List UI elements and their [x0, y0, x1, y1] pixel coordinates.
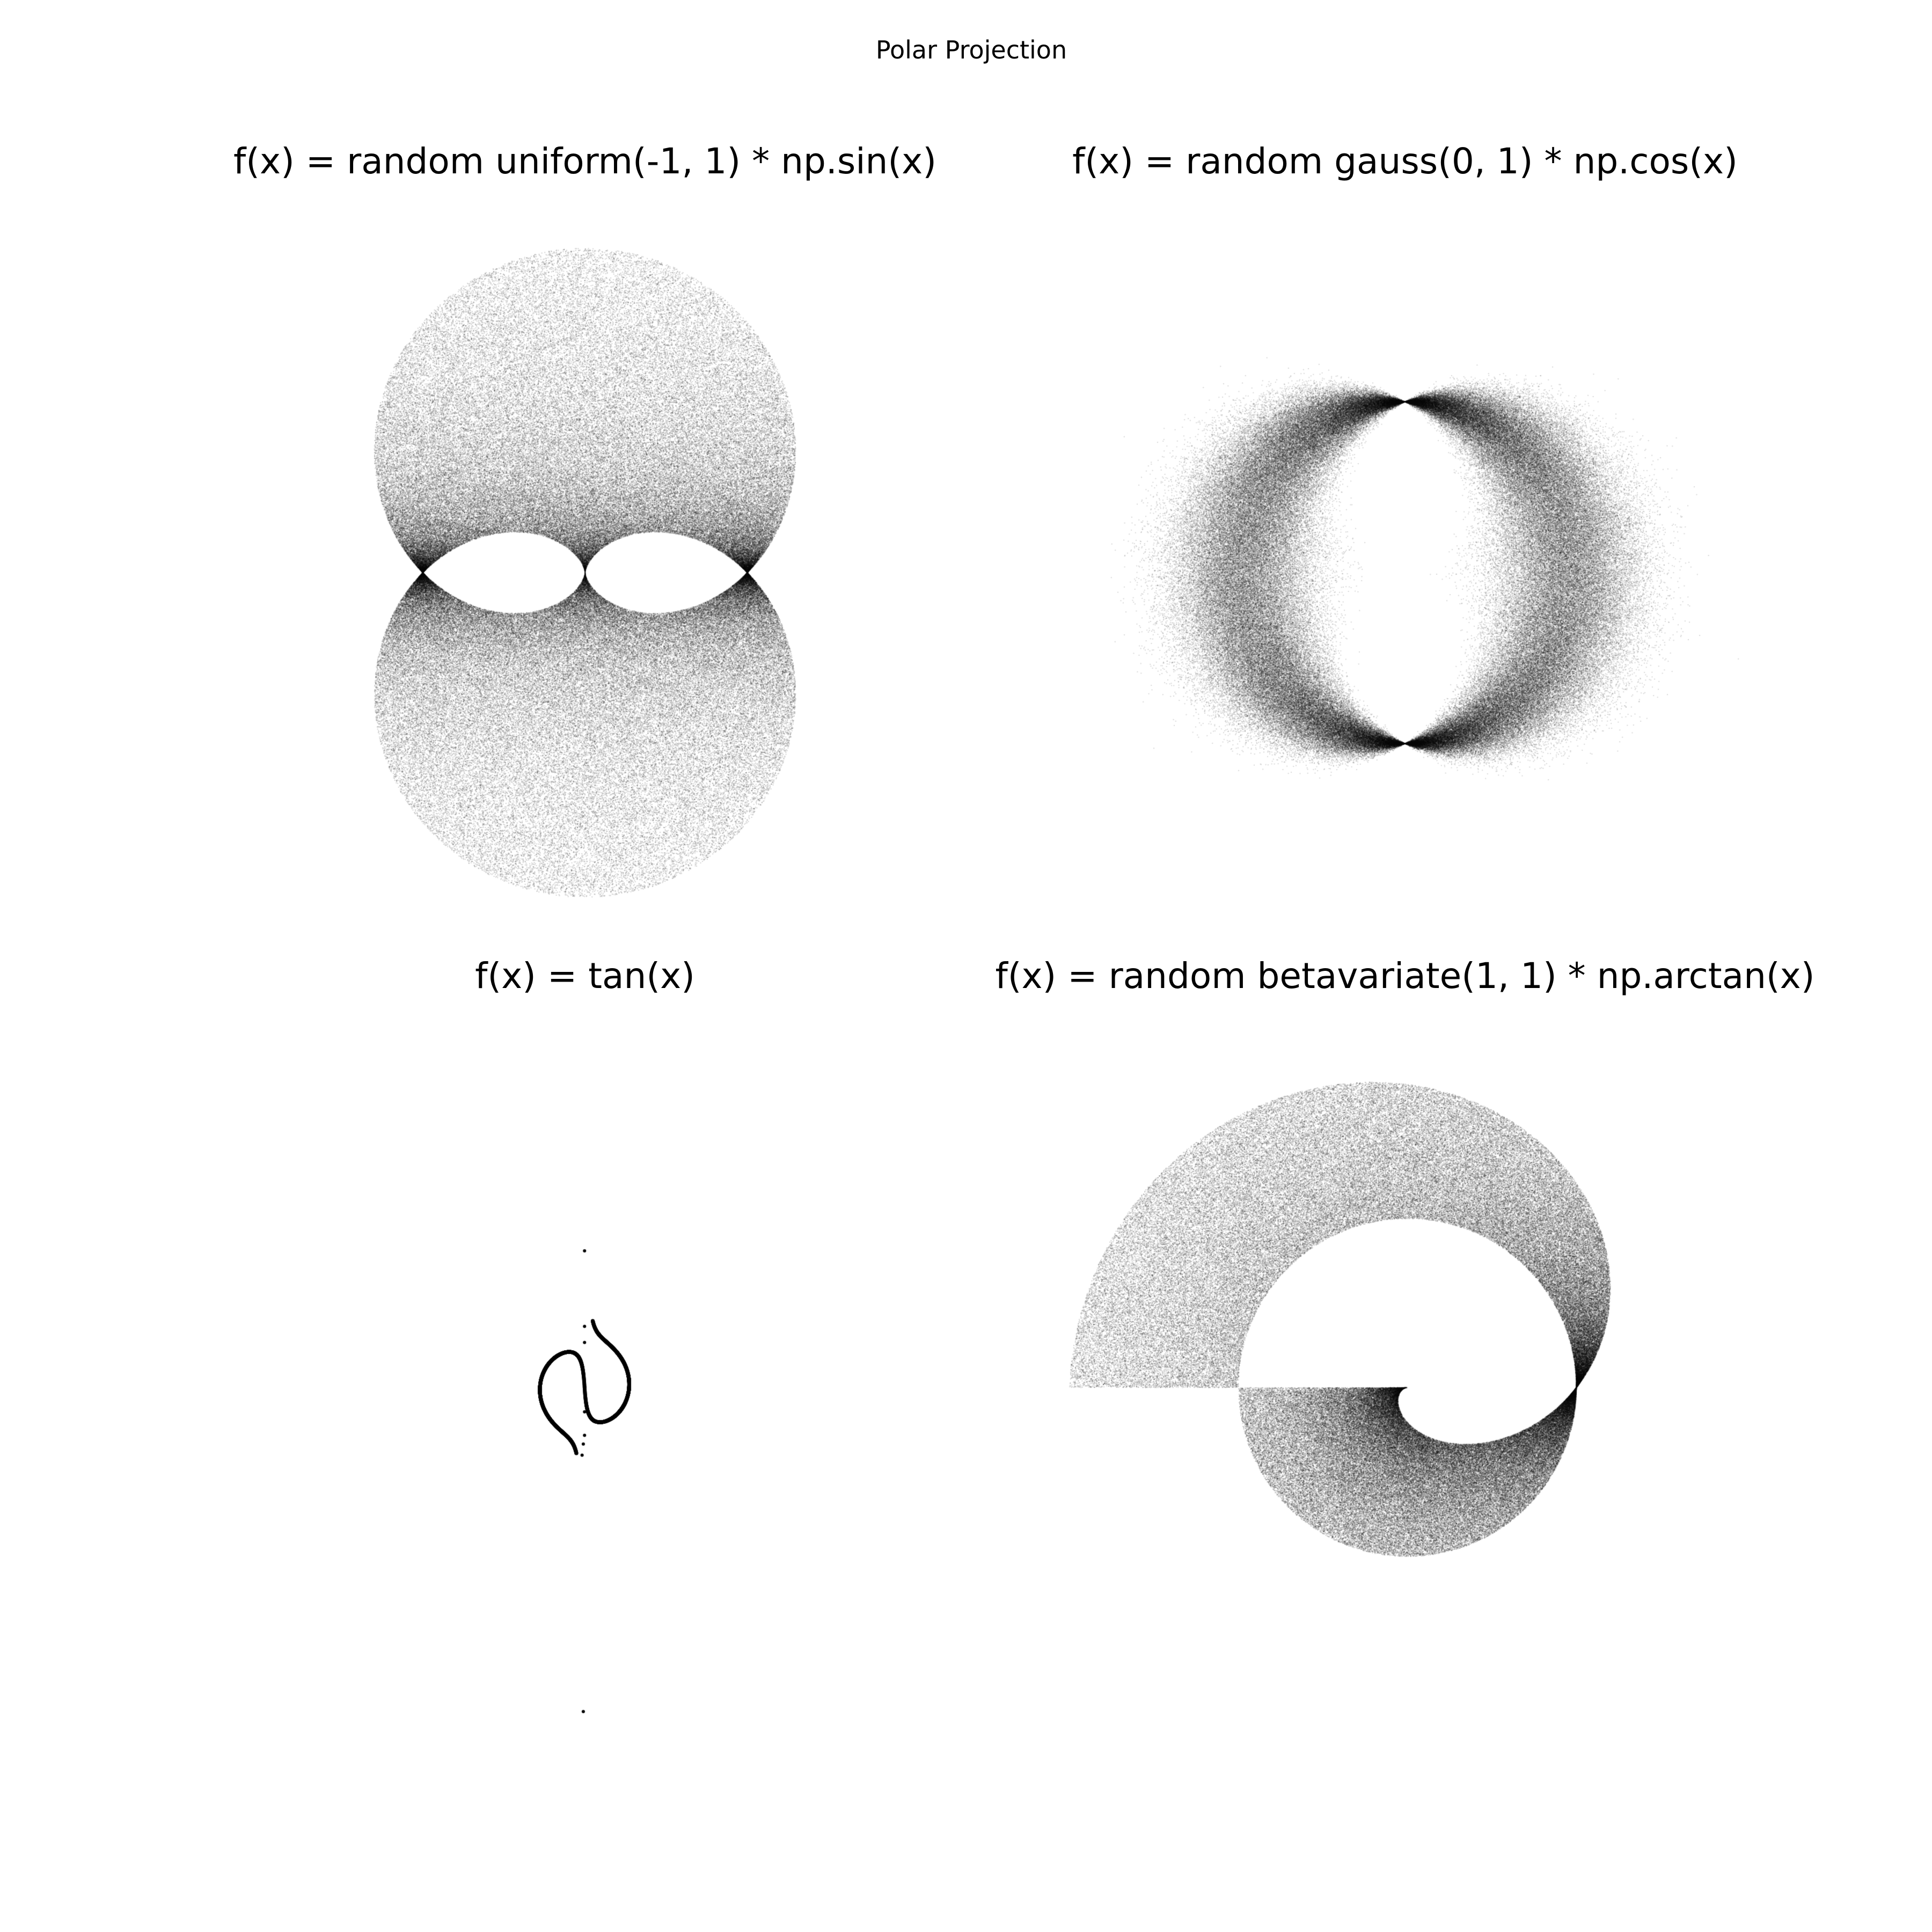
- subplot-title-tan: f(x) = tan(x): [475, 955, 695, 997]
- subplot-title-beta-arctan: f(x) = random betavariate(1, 1) * np.arctan(x): [995, 955, 1815, 997]
- figure-suptitle: Polar Projection: [875, 35, 1067, 64]
- subplot-title-gauss-cos: f(x) = random gauss(0, 1) * np.cos(x): [1072, 141, 1738, 182]
- subplot-title-uniform-sin: f(x) = random uniform(-1, 1) * np.sin(x): [233, 141, 936, 182]
